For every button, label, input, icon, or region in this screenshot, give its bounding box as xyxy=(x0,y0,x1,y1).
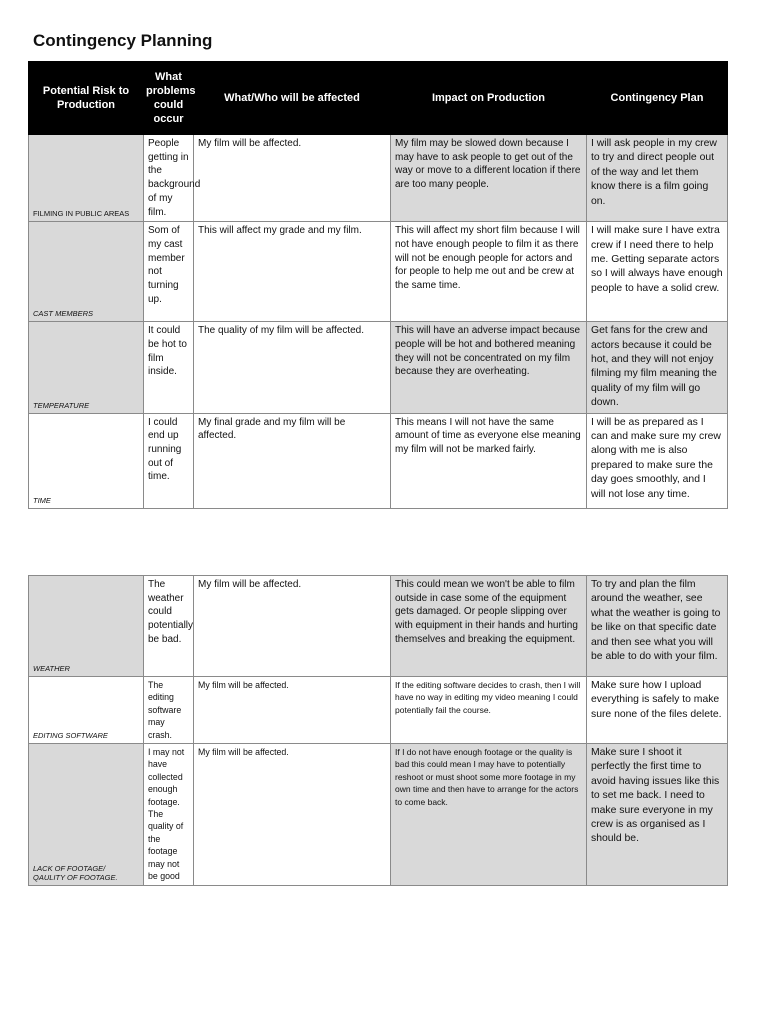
plan-cell: I will ask people in my crew to try and direct people out of the way and let them know there is a film going on. xyxy=(587,135,728,222)
plan-cell: Make sure I shoot it perfectly the first time to avoid having issues like this to set me back. I need to make sure everyone in my crew is as organised as I should be. xyxy=(587,744,728,885)
table-row xyxy=(29,322,728,413)
risk-cell: EDITING SOFTWARE xyxy=(29,677,144,744)
risk-cell: FILMING IN PUBLIC AREAS xyxy=(29,135,144,222)
header-plan: Contingency Plan xyxy=(587,62,728,135)
affected-cell: My film will be affected. xyxy=(194,135,391,222)
plan-cell: Get fans for the crew and actors because it could be hot, and they will not enjoy filming my film meaning the quality of my film will go down. xyxy=(587,322,728,413)
impact-cell: If the editing software decides to crash, then I will have no way in editing my video meaning I could potentially fail the course. xyxy=(391,677,587,744)
table-row xyxy=(29,413,728,508)
plan-cell: Make sure how I upload everything is safely to make sure none of the files delete. xyxy=(587,677,728,744)
plan-cell: I will make sure I have extra crew if I need there to help me. Getting separate actors so I will always have enough people to have a solid crew. xyxy=(587,222,728,322)
table-row xyxy=(29,135,728,222)
contingency-table-2 xyxy=(28,575,728,886)
problem-cell: It could be hot to film inside. xyxy=(144,322,194,413)
problem-cell: I may not have collected enough footage. The quality of the footage may not be good xyxy=(144,744,194,885)
impact-cell: If I do not have enough footage or the quality is bad this could mean I may have to potentially reshoot or must shoot some more footage in my own time and then have to arrange for the actors to come back. xyxy=(391,744,587,885)
table-row xyxy=(29,744,728,885)
risk-cell: TIME xyxy=(29,413,144,508)
table-row xyxy=(29,576,728,677)
affected-cell: This will affect my grade and my film. xyxy=(194,222,391,322)
problem-cell: The editing software may crash. xyxy=(144,677,194,744)
impact-cell: My film may be slowed down because I may have to ask people to get out of the way or move to a different location if there are too many people. xyxy=(391,135,587,222)
affected-cell: My final grade and my film will be affected. xyxy=(194,413,391,508)
risk-cell: LACK OF FOOTAGE/ QAULITY OF FOOTAGE. xyxy=(29,744,144,885)
problem-cell: The weather could potentially be bad. xyxy=(144,576,194,677)
header-affected: What/Who will be affected xyxy=(194,62,391,135)
header-problems: What problems could occur xyxy=(144,62,194,135)
problem-cell: Som of my cast member not turning up. xyxy=(144,222,194,322)
impact-cell: This will have an adverse impact because people will be hot and bothered meaning they will not be concentrated on my film because they are overheating. xyxy=(391,322,587,413)
impact-cell: This could mean we won't be able to film outside in case some of the equipment gets damaged. Or people slipping over with equipment in their hands and hurting themselves and breaking the equipment. xyxy=(391,576,587,677)
risk-cell: TEMPERATURE xyxy=(29,322,144,413)
header-row xyxy=(29,62,728,135)
problem-cell: I could end up running out of time. xyxy=(144,413,194,508)
affected-cell: My film will be affected. xyxy=(194,744,391,885)
plan-cell: To try and plan the film around the weather, see what the weather is going to be like on that specific date and then see what you will be able to do with your film. xyxy=(587,576,728,677)
contingency-table-1 xyxy=(28,61,728,509)
header-impact: Impact on Production xyxy=(391,62,587,135)
risk-cell: WEATHER xyxy=(29,576,144,677)
page-title: Contingency Planning xyxy=(33,31,213,50)
plan-cell: I will be as prepared as I can and make sure my crew along with me is also prepared to make sure the day goes smoothly, and I will not lose any time. xyxy=(587,413,728,508)
affected-cell: My film will be affected. xyxy=(194,677,391,744)
table-row xyxy=(29,222,728,322)
risk-cell: CAST MEMBERS xyxy=(29,222,144,322)
impact-cell: This will affect my short film because I will not have enough people to film it as there will not be enough people for actors and for people to help me out and be crew at the same time. xyxy=(391,222,587,322)
header-risk: Potential Risk to Production xyxy=(29,62,144,135)
problem-cell: People getting in the background of my film. xyxy=(144,135,194,222)
affected-cell: The quality of my film will be affected. xyxy=(194,322,391,413)
affected-cell: My film will be affected. xyxy=(194,576,391,677)
table-row xyxy=(29,677,728,744)
impact-cell: This means I will not have the same amount of time as everyone else meaning my film will not be marked fairly. xyxy=(391,413,587,508)
